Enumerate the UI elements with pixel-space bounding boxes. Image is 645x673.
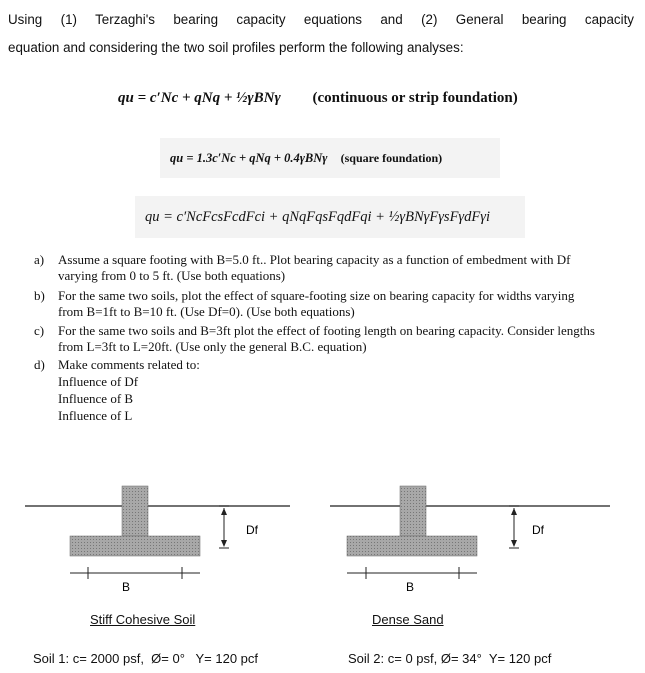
question-text: For the same two soils and B=3ft plot the effect of footing length on bearing capacity. Consider lengths from L=3ft to L=20ft. (Use only the general B.C. equation) (58, 323, 595, 354)
footing-column (400, 486, 426, 536)
soil-2-properties: Soil 2: c= 0 psf, Ø= 34° Y= 120 pcf (348, 651, 552, 666)
equation-general (135, 196, 525, 238)
soil-1-title: Stiff Cohesive Soil (90, 612, 196, 627)
intro-paragraph (8, 6, 634, 62)
equation-strip (118, 90, 518, 107)
b-dimension-line (347, 567, 477, 579)
question-label: a) (34, 252, 45, 267)
b-label: B (122, 580, 131, 594)
df-dimension-arrow (509, 506, 519, 548)
b-label: B (406, 580, 415, 594)
question-text: Make comments related to: (58, 357, 200, 372)
footing-diagram-cohesive (0, 470, 320, 595)
question-list (0, 252, 645, 432)
comment-list (58, 374, 138, 425)
df-label: Df (246, 523, 258, 537)
equation-square (160, 138, 500, 178)
comment-item: Influence of B (58, 391, 134, 406)
footing-base (70, 536, 200, 556)
df-dimension-arrow (219, 506, 229, 548)
intro-line-2: equation and considering the two soil profiles perform the following analyses: (8, 40, 464, 55)
comment-item: Influence of L (58, 408, 133, 423)
equation-strip-formula: qu = c′Nc + qNq + ½γBNγ (118, 90, 281, 106)
question-text: Assume a square footing with B=5.0 ft.. Plot bearing capacity as a function of embedment with Df varying from 0 to 5 ft. (Use both equations) (58, 252, 571, 283)
soil-2-title: Dense Sand (372, 612, 444, 627)
footing-column (122, 486, 148, 536)
soil-1-properties: Soil 1: c= 2000 psf, Ø= 0° Y= 120 pcf (33, 651, 259, 666)
equation-strip-label: (continuous or strip foundation) (312, 90, 518, 106)
intro-line-1: Using (1) Terzaghi's bearing capacity equations and (2) General bearing capacity (8, 12, 634, 27)
footing-diagram-sand (320, 470, 640, 595)
b-dimension-line (70, 567, 200, 579)
footing-base (347, 536, 477, 556)
question-label: b) (34, 288, 45, 303)
question-text: For the same two soils, plot the effect of square-footing size on bearing capacity for widths varying from B=1ft to B=10 ft. (Use Df=0). (Use both equations) (58, 288, 575, 319)
equation-square-label: (square foundation) (340, 151, 443, 165)
equation-general-formula: qu = c′NcFcsFcdFci + qNqFqsFqdFqi + ½γBNγFγsFγdFγi (145, 209, 490, 225)
equation-square-formula: qu = 1.3c′Nc + qNq + 0.4γBNγ (170, 151, 328, 165)
comment-item: Influence of Df (58, 374, 139, 389)
question-label: c) (34, 323, 45, 338)
question-label: d) (34, 357, 45, 372)
df-label: Df (532, 523, 544, 537)
